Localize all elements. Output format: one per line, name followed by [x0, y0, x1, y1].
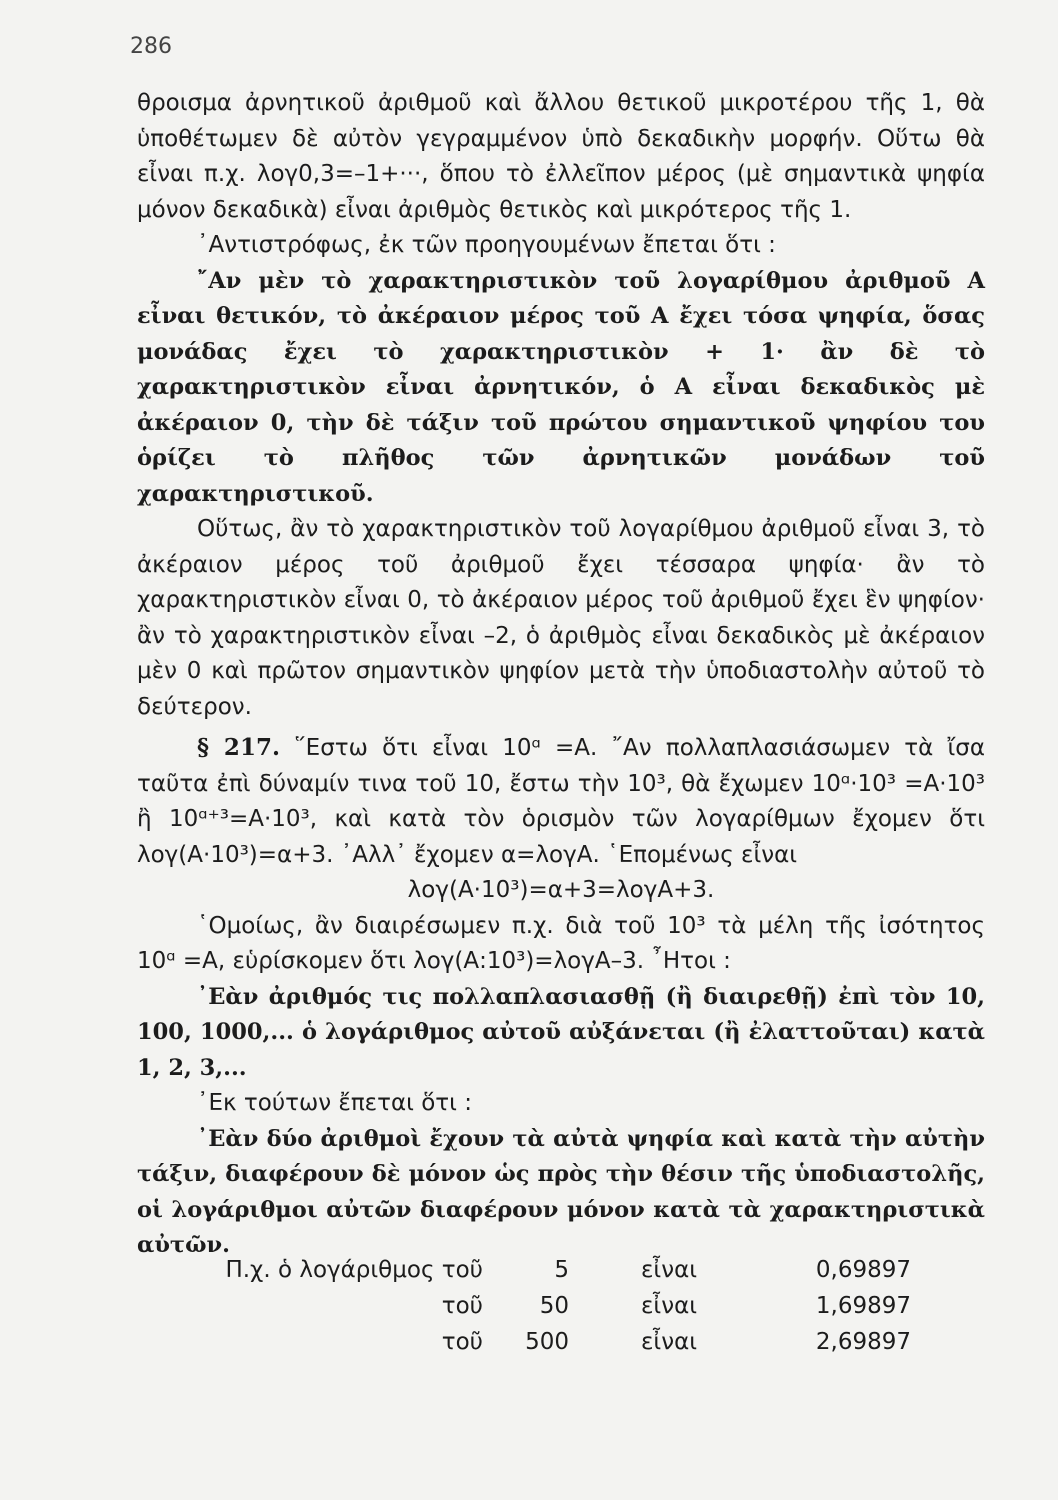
example-label: τοῦ: [441, 1329, 483, 1355]
rule-multiply-power-of-ten: ᾿Εὰν ἀριθμός τις πολλαπλασιασθῇ (ἢ διαιρεθῇ) ἐπὶ τὸν 10, 100, 1000,... ὁ λογάριθμος αὐτοῦ αὐξάνεται (ἢ ἐλαττοῦται) κατὰ 1, 2, 3,...: [137, 983, 985, 1081]
rule-same-digits: ᾿Εὰν δύο ἀριθμοὶ ἔχουν τὰ αὐτὰ ψηφία καὶ κατὰ τὴν αὐτὴν τάξιν, διαφέρουν δὲ μόνον ὡς πρὸς τὴν θέσιν τῆς ὑποδιαστολῆς, οἱ λογάριθμοι αὐτῶν διαφέρουν μόνον κατὰ τὰ χαρακτηριστικὰ αὐτῶν.: [137, 1125, 985, 1258]
paragraph-division: ῾Ομοίως, ἂν διαιρέσωμεν π.χ. διὰ τοῦ 10³ τὰ μέλη τῆς ἰσότητος 10ᵅ =Α, εὑρίσκομεν ὅτι λογ(Α:10³)=λογΑ–3. ῏Ητοι :: [137, 912, 985, 974]
example-label: Π.χ. ὁ λογάριθμος τοῦ: [225, 1257, 483, 1283]
section-217: [137, 730, 985, 1264]
paragraph-1: θροισμα ἀρνητικοῦ ἀριθμοῦ καὶ ἄλλου θετικοῦ μικροτέρου τῆς 1, θὰ ὑποθέτωμεν δὲ αὐτὸν γεγραμμένον ὑπὸ δεκαδικὴν μορφήν. Οὕτω θὰ εἶναι π.χ. λογ0,3=–1+···, ὅπου τὸ ἐλλεῖπον μέρος (μὲ σημαντικὰ ψηφία μόνον δεκαδικὰ) εἶναι ἀριθμὸς θετικὸς καὶ μικρότερος τῆς 1.: [137, 90, 985, 223]
paragraph-section-217: [137, 730, 985, 873]
table-row: [198, 1252, 911, 1288]
example-verb: εἶναι: [641, 1329, 698, 1355]
example-value: 2,69897: [815, 1329, 911, 1355]
log-examples-table: [198, 1252, 911, 1360]
paragraph-continuation: [137, 86, 985, 725]
table-row: [198, 1324, 911, 1360]
paragraph-examples: Οὕτως, ἂν τὸ χαρακτηριστικὸν τοῦ λογαρίθμου ἀριθμοῦ εἶναι 3, τὸ ἀκέραιον μέρος τοῦ ἀριθμοῦ ἔχει τέσσαρα ψηφία· ἂν τὸ χαρακτηριστικὸν εἶναι 0, τὸ ἀκέραιον μέρος τοῦ ἀριθμοῦ ἔχει ἓν ψηφίον· ἂν τὸ χαρακτηριστικὸν εἶναι –2, ὁ ἀριθμὸς εἶναι δεκαδικὸς μὲ ἀκέραιον μὲν 0 καὶ πρῶτον σημαντικὸν ψηφίον μετὰ τὴν ὑποδιαστολὴν αὐτοῦ τὸ δεύτερον.: [137, 516, 985, 720]
section-number: § 217.: [197, 734, 280, 761]
example-value: 1,69897: [815, 1293, 911, 1319]
equation-log-product: λογ(Α·10³)=α+3=λογΑ+3.: [407, 877, 715, 903]
example-label: τοῦ: [441, 1293, 483, 1319]
page-number: 286: [130, 34, 172, 59]
table-row: [198, 1288, 911, 1324]
example-number: 5: [554, 1257, 569, 1283]
example-value: 0,69897: [815, 1257, 911, 1283]
section-217-text: ῞Εστω ὅτι εἶναι 10ᵅ =Α. ῎Αν πολλαπλασιάσωμεν τὰ ἴσα ταῦτα ἐπὶ δύναμίν τινα τοῦ 10, ἔστω τὴν 10³, θὰ ἔχωμεν 10ᵅ·10³ =Α·10³ ἢ 10ᵅ⁺³=Α·10³, καὶ κατὰ τὸν ὁρισμὸν τῶν λογαρίθμων ἔχομεν ὅτι λογ(Α·10³)=α+3. ᾿Αλλ᾿ ἔχομεν α=λογΑ. ῾Επομένως εἶναι: [137, 735, 985, 868]
paragraph-consequence: ᾿Εκ τούτων ἔπεται ὅτι :: [197, 1090, 472, 1116]
rule-characteristic: ῎Αν μὲν τὸ χαρακτηριστικὸν τοῦ λογαρίθμου ἀριθμοῦ Α εἶναι θετικόν, τὸ ἀκέραιον μέρος τοῦ Α ἔχει τόσα ψηφία, ὅσας μονάδας ἔχει τὸ χαρακτηριστικὸν + 1· ἂν δὲ τὸ χαρακτηριστικὸν εἶναι ἀρνητικόν, ὁ Α εἶναι δεκαδικὸς μὲ ἀκέραιον 0, τὴν δὲ τάξιν τοῦ πρώτου σημαντικοῦ ψηφίου του ὁρίζει τὸ πλῆθος τῶν ἀρνητικῶν μονάδων τοῦ χαρακτηριστικοῦ.: [137, 267, 985, 507]
example-verb: εἶναι: [641, 1257, 698, 1283]
example-number: 500: [525, 1329, 569, 1355]
paragraph-conversely: ᾿Αντιστρόφως, ἐκ τῶν προηγουμένων ἔπεται ὅτι :: [197, 232, 776, 258]
example-verb: εἶναι: [641, 1293, 698, 1319]
example-number: 50: [539, 1293, 569, 1319]
